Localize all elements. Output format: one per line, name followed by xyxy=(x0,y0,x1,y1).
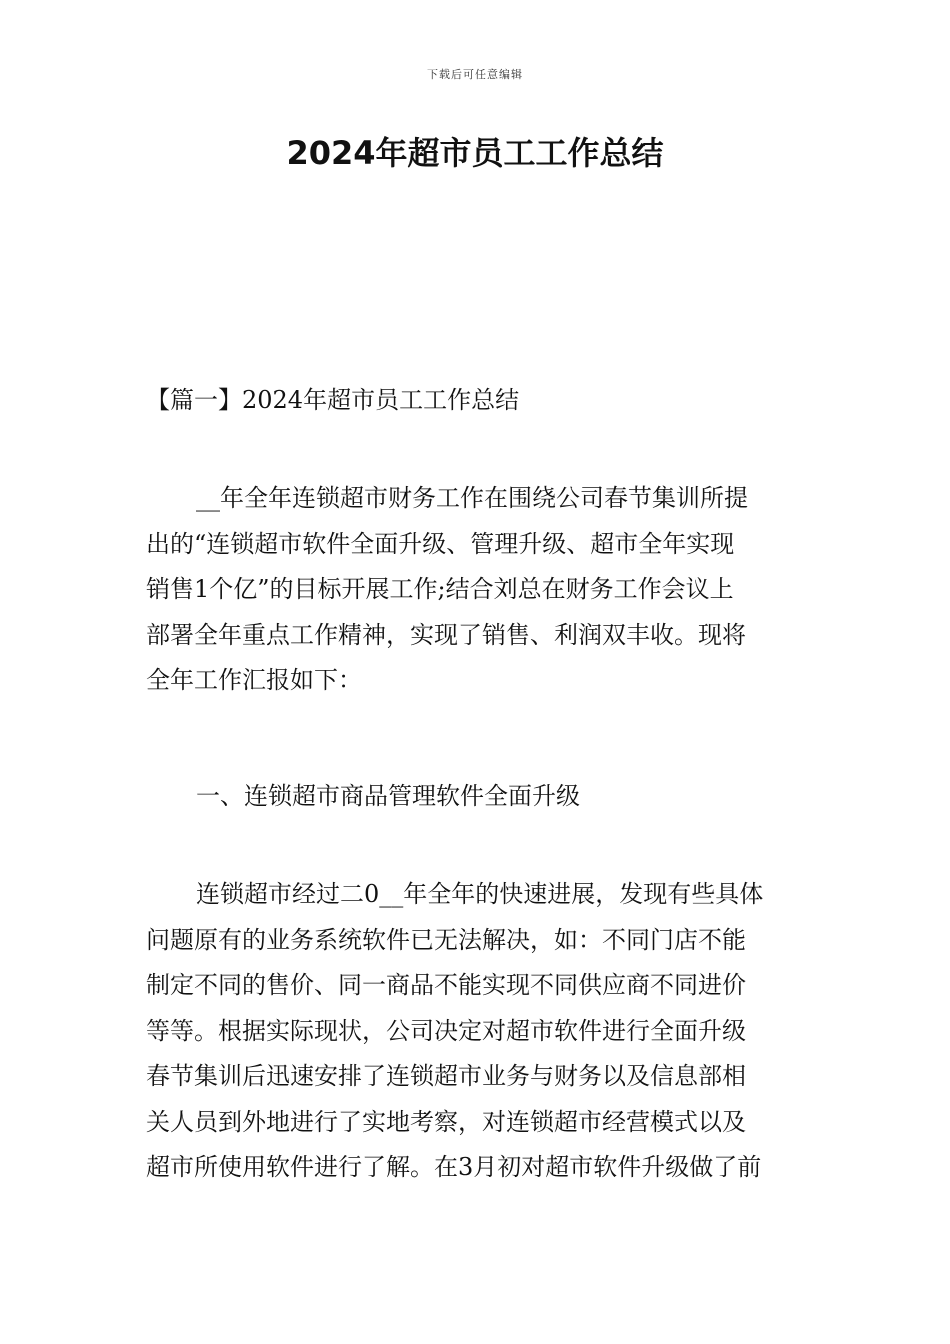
paragraph-line: 制定不同的售价、同一商品不能实现不同供应商不同进价 xyxy=(146,971,746,999)
paragraph-line: 出的“连锁超市软件全面升级、管理升级、超市全年实现 xyxy=(146,529,735,558)
subheading-text: 一、连锁超市商品管理软件全面升级 xyxy=(196,782,580,810)
paragraph-line: 全年工作汇报如下： xyxy=(146,666,362,694)
paragraph-line: 问题原有的业务系统软件已无法解决，如：不同门店不能 xyxy=(146,925,746,954)
paragraph-line: 春节集训后迅速安排了连锁超市业务与财务以及信息部相 xyxy=(146,1062,746,1090)
subheading xyxy=(146,774,810,820)
section-title: 【篇一】2024年超市员工工作总结 xyxy=(146,386,520,414)
paragraph-line: 连锁超市经过二0__年全年的快速进展，发现有些具体 xyxy=(196,880,764,908)
document-title: 2024年超市员工工作总结 xyxy=(286,134,664,172)
paragraph-software-upgrade xyxy=(146,872,810,1191)
paragraph-line: 部署全年重点工作精神，实现了销售、利润双丰收。现将 xyxy=(146,620,746,649)
paragraph-line: 关人员到外地进行了实地考察，对连锁超市经营模式以及 xyxy=(146,1107,746,1136)
header-note: 下载后可任意编辑 xyxy=(427,68,523,81)
paragraph-line: 销售1个亿”的目标开展工作;结合刘总在财务工作会议上 xyxy=(146,575,734,603)
paragraph-line: __年全年连锁超市财务工作在围绕公司春节集训所提 xyxy=(196,484,748,512)
paragraph-line: 超市所使用软件进行了解。在3月初对超市软件升级做了前 xyxy=(146,1153,762,1181)
paragraph-line: 等等。根据实际现状，公司决定对超市软件进行全面升级 xyxy=(146,1016,746,1045)
paragraph-intro xyxy=(146,476,810,704)
